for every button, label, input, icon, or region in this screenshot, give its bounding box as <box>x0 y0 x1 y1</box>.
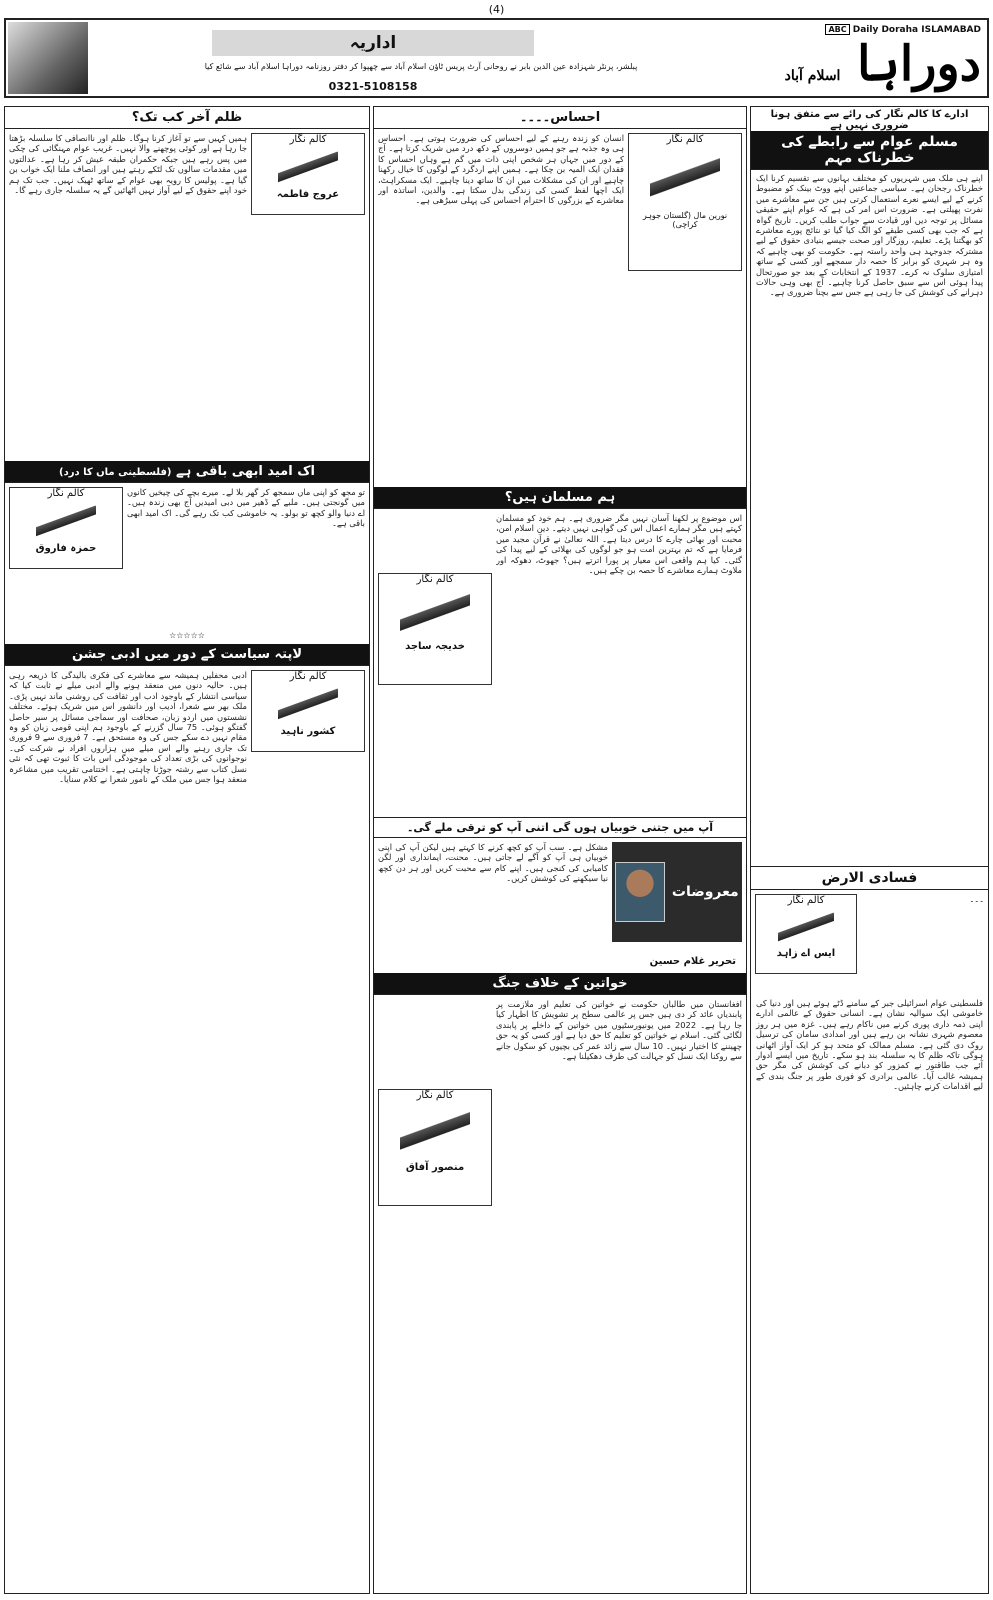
disclaimer-notice: ادارے کا کالم نگار کی رائے سے متفق ہونا ضروری نہیں ہے <box>770 109 969 131</box>
writer-name: حمزہ فاروق <box>35 543 97 554</box>
left-headline-1: ظلم آخر کب تک؟ <box>5 107 369 129</box>
middle-headline-3: آپ میں جتنی خوبیاں ہوں گی اتنی آپ کو ترقی ملے گی۔ <box>374 817 746 838</box>
photo-caption: تحریر غلام حسین <box>649 956 736 967</box>
publisher-line: پبلشر، پرنٹر شہزادہ عین الدین بابر نے روحانی آرٹ پریس ٹاؤن اسلام آباد سے چھپوا کر دفتر روزنامہ دوراہا اسلام آباد سے شائع کیا <box>204 62 638 71</box>
middle-body-4: افغانستان میں طالبان حکومت نے خواتین کی تعلیم اور ملازمت پر پابندیاں عائد کر دی ہیں جس پر عالمی سطح پر تشویش کا اظہار کیا جا رہا ہے۔ 2022 میں یونیورسٹیوں میں خواتین کے داخلے پر پابندی لگائی گئی۔ اسلام نے خواتین کو تعلیم کا حق دیا ہے اور کسی کو یہ حق چھیننے کا اختیار نہیں۔ 10 سال سے زائد عمر کی بچیوں کو سکول جانے سے روکنا ایک نسل کو جہالت کی طرف دھکیلنا ہے۔ <box>496 999 742 1062</box>
quill-icon <box>278 686 338 724</box>
quill-icon <box>36 503 96 541</box>
photo-label: معروضات <box>671 884 739 900</box>
abc-badge: ABC <box>825 24 849 35</box>
writer-card-zahid <box>755 894 857 974</box>
middle-headline-2: ہم مسلمان ہیں؟ <box>374 487 746 509</box>
separator-stars: ☆☆☆☆☆ <box>169 631 205 640</box>
newspaper-logo <box>741 24 981 94</box>
maruzat-photo-box <box>612 842 742 942</box>
middle-body-2: اس موضوع پر لکھنا آسان نہیں مگر ضروری ہے۔ ہم خود کو مسلمان کہتے ہیں مگر ہمارے اعمال اس کی گواہی نہیں دیتے۔ دین اسلام امن، محبت اور بھائی چارے کا درس دیتا ہے۔ اللہ تعالیٰ نے قرآن مجید میں فرمایا ہے کہ تم بہترین امت ہو جو لوگوں کی بھلائی کے لیے پیدا کی گئی۔ کیا ہم واقعی اس معیار پر پورا اترتے ہیں؟ جھوٹ، دھوکہ اور ملاوٹ ہمارے معاشرے کا حصہ بن چکے ہیں۔ <box>496 513 742 576</box>
left-body-1: ہمیں کہیں سے تو آغاز کرنا ہوگا۔ ظلم اور ناانصافی کا سلسلہ بڑھتا جا رہا ہے اور کوئی پوچھنے والا نہیں۔ غریب عوام مہنگائی کی چکی میں پس رہے ہیں جبکہ حکمران طبقہ عیش کر رہا ہے۔ عدالتوں میں مقدمات سالوں تک لٹکے رہتے ہیں اور انصاف ملنا ایک خواب بن گیا ہے۔ پولیس کا رویہ بھی عوام کے ساتھ ٹھیک نہیں۔ جب تک ہم خود اپنے حقوق کے لیے آواز نہیں اٹھائیں گے یہ سلسلہ جاری رہے گا۔ <box>9 133 247 196</box>
writer-card-hamza: کالم نگار حمزہ فاروق <box>9 487 123 569</box>
writer-card-kishwar: کالم نگار کشور ناہید <box>251 670 365 752</box>
masthead <box>4 18 989 98</box>
writer-tag: کالم نگار <box>787 895 825 906</box>
right-second-body: فلسطینی عوام اسرائیلی جبر کے سامنے ڈٹے ہوئے ہیں اور دنیا کی خاموشی ایک سوالیہ نشان ہے۔ انسانی حقوق کے عالمی ادارے اپنی ذمہ داری پوری کرنے میں ناکام رہے ہیں۔ غزہ میں ہر روز معصوم شہری نشانہ بن رہے ہیں اور امدادی سامان کی ترسیل روک دی گئی ہے۔ مسلم ممالک کو متحد ہو کر ایک آواز اٹھانی ہوگی تاکہ ظلم کا یہ سلسلہ بند ہو سکے۔ تاریخ میں ایسے ادوار آئے جب طاقتور نے کمزور کو دبانے کی کوشش کی مگر حق ہمیشہ غالب آیا۔ عالمی برادری کو فوری طور پر جنگ بندی کے لیے اقدامات کرنے چاہئیں۔ <box>756 998 983 1092</box>
right-second-intro: ۔۔۔ <box>969 894 984 904</box>
writer-name: ایس اے زاہد <box>776 948 836 959</box>
writer-card-noreen <box>628 133 742 271</box>
writer-card-urooj: کالم نگار عروج فاطمہ <box>251 133 365 215</box>
pen-illustration <box>8 22 88 94</box>
quill-icon <box>778 910 834 946</box>
left-headline-2-title: اک امید ابھی باقی ہے <box>176 464 315 479</box>
writer-name: خدیجہ ساجد <box>405 641 465 652</box>
quill-icon <box>400 1105 470 1160</box>
writer-card-mansoor: کالم نگار منصور آفاق <box>378 1089 492 1206</box>
right-body: اپنے ہی ملک میں شہریوں کو مختلف بہانوں سے تقسیم کرنا ایک خطرناک رجحان ہے۔ سیاسی جماعتیں اپنے ووٹ بینک کو مضبوط کرنے کے لیے ایسے نعرے استعمال کرتی ہیں جن سے معاشرے میں نفرت پھیلتی ہے۔ ضرورت اس امر کی ہے کہ عوام اپنے حقیقی مسائل پر توجہ دیں اور قیادت سے جواب طلب کریں۔ تاریخ گواہ ہے کہ جب بھی کسی طبقے کو الگ کیا گیا تو نتائج پورے معاشرے کو بھگتنا پڑے۔ تعلیم، روزگار اور صحت جیسے بنیادی حقوق کے لیے مشترکہ جدوجہد ہی واحد راستہ ہے۔ حکومت کو بھی چاہیے کہ وہ ہر شہری کو برابر کا حصہ دار سمجھے اور کسی کے ساتھ امتیازی سلوک نہ کرے۔ 1937 کے انتخابات کے بعد جو صورتحال پیدا ہوئی اس سے سبق حاصل کرنا چاہیے۔ آج بھی وہی حالات دہرانے کی کوشش کی جا رہی ہے جس سے بچنا ضروری ہے۔ <box>756 173 983 298</box>
logo-urdu: دوراہا <box>857 36 981 92</box>
writer-name: کشور ناہید <box>280 726 336 737</box>
right-column <box>750 106 989 1594</box>
left-headline-2 <box>5 461 369 483</box>
middle-body-1: انسان کو زندہ رہنے کے لیے احساس کی ضرورت ہوتی ہے۔ احساس ہی وہ جذبہ ہے جو ہمیں دوسروں کے دکھ درد میں شریک کرتا ہے۔ آج کے دور میں جہاں ہر شخص اپنی ذات میں گم ہے وہاں احساس کا فقدان ایک المیہ بن چکا ہے۔ ہمیں اپنے اردگرد کے لوگوں کا خیال رکھنا چاہیے اور ان کی مشکلات میں ان کا ساتھ دینا چاہیے۔ ایک مسکراہٹ، ایک اچھا لفظ کسی کی زندگی بدل سکتا ہے۔ والدین، اساتذہ اور معاشرے کے بزرگوں کا احترام احساس کی پہلی سیڑھی ہے۔ <box>378 133 624 206</box>
left-body-3: ادبی محفلیں ہمیشہ سے معاشرے کی فکری بالیدگی کا ذریعہ رہی ہیں۔ حالیہ دنوں میں منعقد ہونے والے ادبی میلے نے ثابت کیا کہ سیاسی انتشار کے باوجود ادب اور ثقافت کی روشنی ماند نہیں پڑی۔ ملک بھر سے شعرا، ادیب اور دانشور اس میں شریک ہوئے۔ مختلف نشستوں میں اردو زبان، صحافت اور سماجی مسائل پر سیر حاصل گفتگو ہوئی۔ 75 سال گزرنے کے باوجود ہم اپنی قومی زبان کو وہ مقام نہیں دے سکے جس کی وہ مستحق ہے۔ 7 فروری سے 9 فروری تک جاری رہنے والے اس میلے میں ہزاروں افراد نے شرکت کی۔ نوجوانوں کی بڑی تعداد کی موجودگی اس بات کا ثبوت تھی کہ نئی نسل کتاب سے رشتہ جوڑنا چاہتی ہے۔ اختتامی تقریب میں مشاعرہ منعقد ہوا جس میں ملک کے نامور شعرا نے کلام سنایا۔ <box>9 670 247 785</box>
phone-number: 0321-5108158 <box>328 80 418 93</box>
right-headline: مسلم عوام سے رابطے کی خطرناک مہم <box>751 131 988 170</box>
editorial-title: اداریہ <box>212 30 534 56</box>
left-column <box>4 106 370 1594</box>
writer-name: نورین مال (گلستان جوہر کراچی) <box>642 211 728 229</box>
left-headline-2-sub: (فلسطینی ماں کا درد) <box>59 467 172 478</box>
logo-english: Daily Doraha ISLAMABAD <box>852 25 981 35</box>
page-number: (4) <box>488 3 505 16</box>
quill-icon <box>278 149 338 187</box>
writer-tag: کالم نگار <box>666 134 704 145</box>
logo-city: اسلام آباد <box>784 68 841 84</box>
quill-icon <box>650 149 720 209</box>
right-second-headline: فسادی الارض <box>751 866 988 890</box>
middle-body-3: مشکل ہے۔ سب آپ کو کچھ کرنے کا کہتے ہیں لیکن آپ کی اپنی خوبیاں ہی آپ کو آگے لے جاتی ہیں۔ محنت، ایمانداری اور لگن کامیابی کی کنجی ہیں۔ اپنے کام سے محبت کریں اور ہر دن کچھ نیا سیکھنے کی کوشش کریں۔ <box>378 842 608 884</box>
left-headline-3: لاپتہ سیاست کے دور میں ادبی جشن <box>5 644 369 666</box>
author-photo <box>615 862 665 922</box>
middle-headline-1: احساس۔۔۔۔ <box>374 107 746 129</box>
writer-card-khadija: کالم نگار خدیجہ ساجد <box>378 573 492 685</box>
writer-name: عروج فاطمہ <box>276 189 340 200</box>
middle-column <box>373 106 747 1594</box>
middle-headline-4: خواتین کے خلاف جنگ <box>374 973 746 995</box>
left-body-2: تو مجھ کو اپنی ماں سمجھ کر گھر بلا لے۔ میرے بچے کی چیخیں کانوں میں گونجتی ہیں۔ ملبے کے ڈھیر میں دبی امیدیں آج بھی زندہ ہیں۔ اے دنیا والو کچھ تو بولو۔ یہ خاموشی کب تک رہے گی۔ اک امید ابھی باقی ہے۔ <box>127 487 365 529</box>
writer-name: منصور آفاق <box>405 1162 465 1173</box>
quill-icon <box>400 589 470 639</box>
